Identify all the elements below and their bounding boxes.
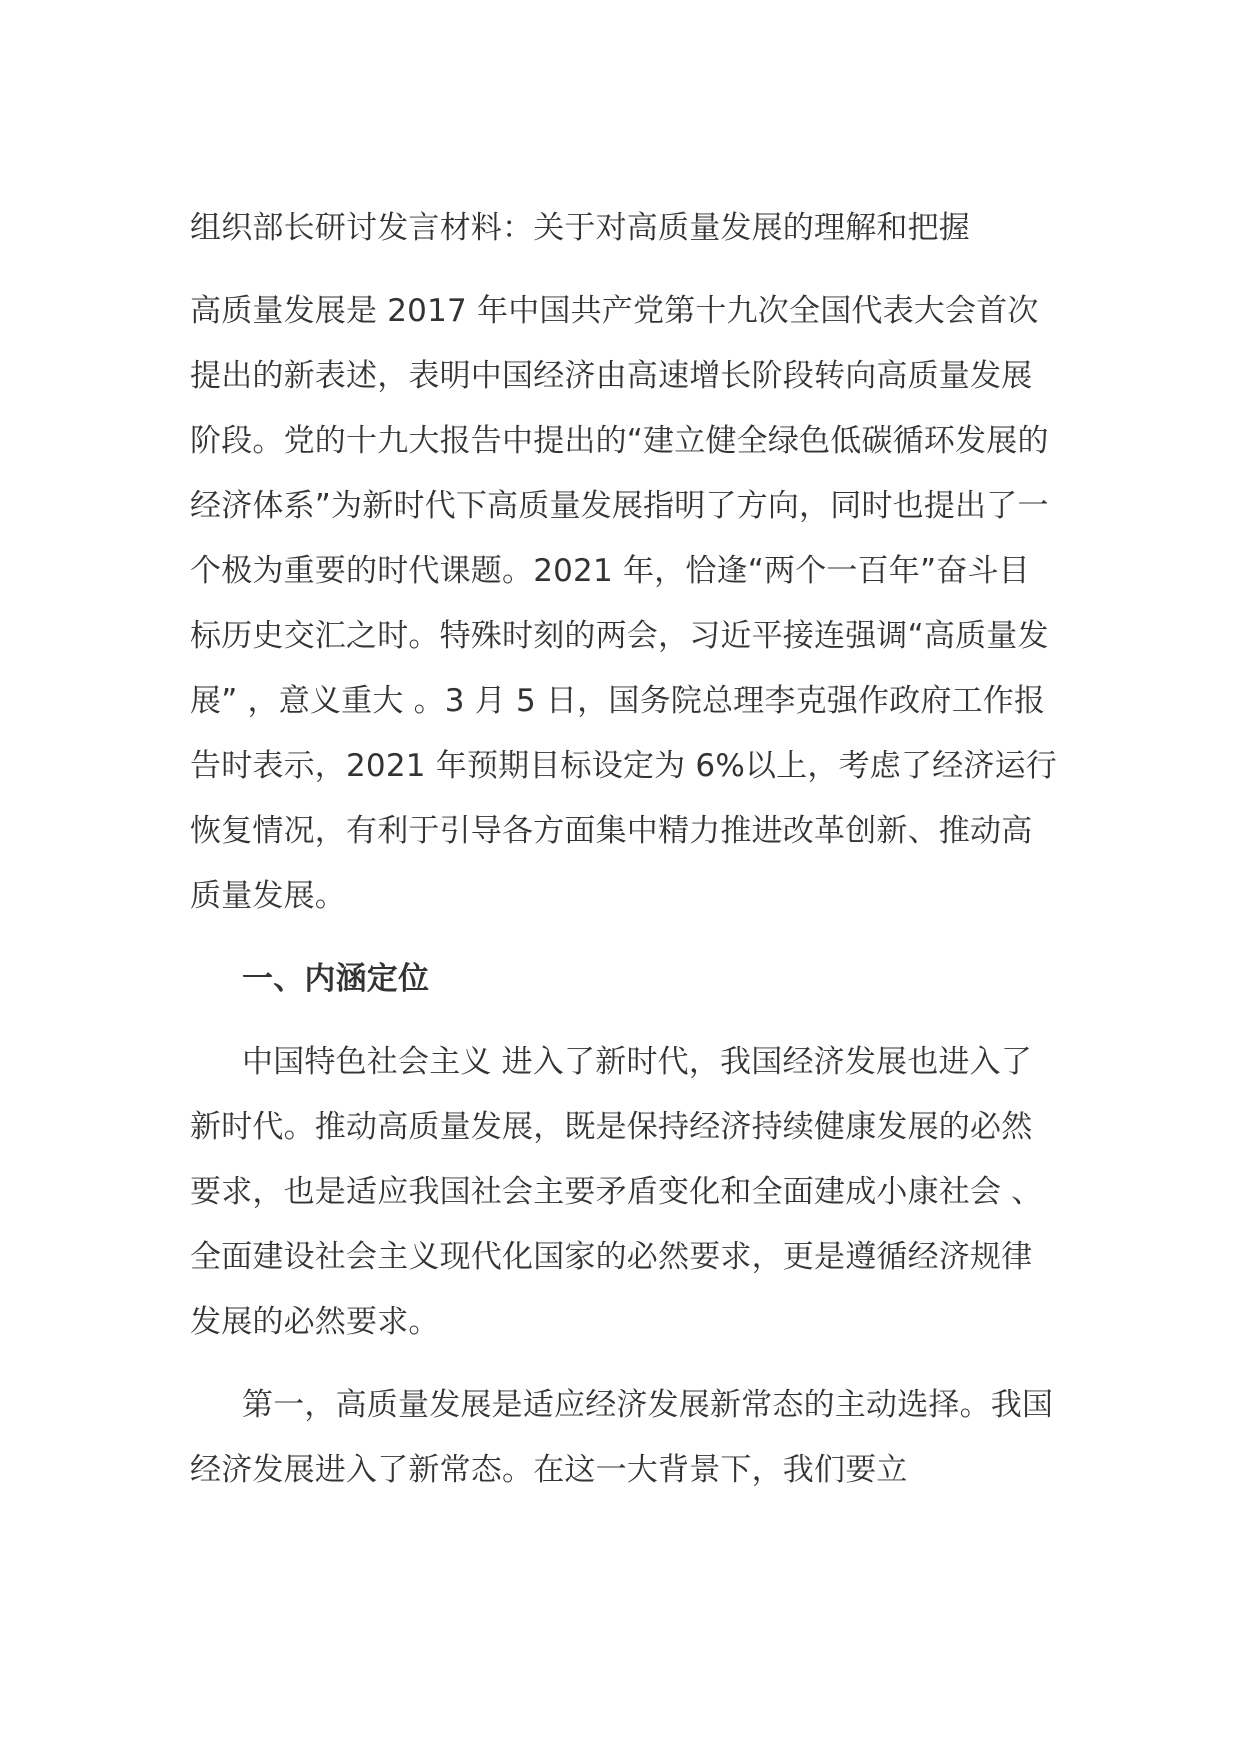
document-title: 组织部长研讨发言材料：关于对高质量发展的理解和把握 [190, 210, 970, 246]
intro-paragraph: 高质量发展是 2017 年中国共产党第十九次全国代表大会首次提出的新表述，表明中国经济由高速增长阶段转向高质量发展阶段。党的十九大报告中提出的“建立健全绿色低碳循环发展的经济体系”为新时代下高质量发展指明了方向，同时也提出了一个极为重要的时代课题。2021 年，恰逢“两个一百年”奋斗目标历史交汇之时。特殊时刻的两会，习近平接连强调“高质量发展” ，意义重大 。3 月 5 日，国务院总理李克强作政府工作报告时表示，2021 年预期目标设定为 6%以上，考虑了经济运行恢复情况，有利于引导各方面集中精力推进改革创新、推动高质量发展。 [190, 293, 1057, 914]
document-page [190, 196, 1060, 1503]
section-heading: 一、内涵定位 [242, 961, 430, 997]
section-paragraph-2: 第一，高质量发展是适应经济发展新常态的主动选择。我国经济发展进入了新常态。在这一大背景下，我们要立 [190, 1387, 1054, 1488]
section-paragraph-1: 中国特色社会主义 进入了新时代，我国经济发展也进入了新时代。推动高质量发展，既是保持经济持续健康发展的必然要求，也是适应我国社会主要矛盾变化和全面建成小康社会 、全面建设社会主义现代化国家的必然要求，更是遵循经济规律发展的必然要求。 [190, 1044, 1043, 1340]
